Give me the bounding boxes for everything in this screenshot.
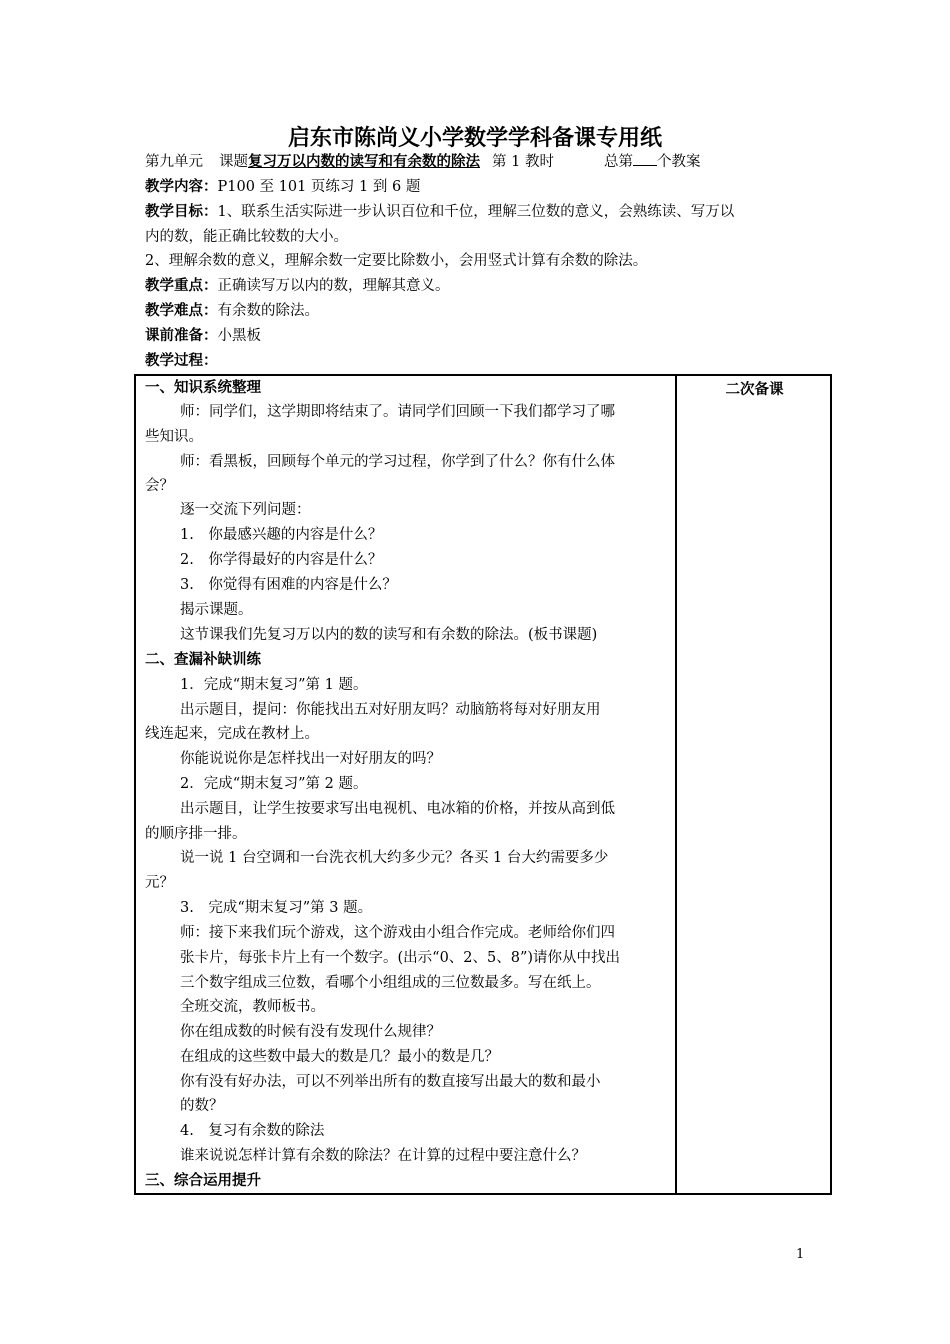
prep-line <box>145 324 261 348</box>
content-line <box>145 175 420 199</box>
total-prefix: 总第 <box>603 154 633 170</box>
table-text-line: 线连起来，完成在教材上。 <box>145 726 319 742</box>
table-text-line: 说一说 1 台空调和一台洗衣机大约多少元？各买 1 台大约需要多少 <box>180 850 609 866</box>
prep-label: 课前准备： <box>145 328 218 344</box>
table-text-line: 师：接下来我们玩个游戏，这个游戏由小组合作完成。老师给你们四 <box>180 925 615 941</box>
table-text-line: 1. 你最感兴趣的内容是什么？ <box>180 527 383 543</box>
table-text-line: 张卡片，每张卡片上有一个数字。(出示“0、2、5、8”)请你从中找出 <box>180 950 621 966</box>
lesson-header-line <box>145 150 700 174</box>
table-text-line: 师：同学们，这学期即将结束了。请同学们回顾一下我们都学习了哪 <box>180 404 615 420</box>
content-value: P100 至 101 页练习 1 到 6 题 <box>217 179 421 195</box>
difficulty-line <box>145 299 319 323</box>
table-text-line: 三个数字组成三位数，看哪个小组组成的三位数最多。写在纸上。 <box>180 975 601 991</box>
goals-label: 教学目标： <box>145 204 218 220</box>
section-heading: 三、综合运用提升 <box>145 1173 261 1189</box>
table-text-line: 全班交流，教师板书。 <box>180 999 325 1015</box>
difficulty-label: 教学难点： <box>145 303 218 319</box>
table-text-line: 2．完成“期末复习”第 2 题。 <box>180 776 368 792</box>
table-text-line: 些知识。 <box>145 429 203 445</box>
table-text-line: 师：看黑板，回顾每个单元的学习过程，你学到了什么？你有什么体 <box>180 454 615 470</box>
lesson-number: 第 1 教时 <box>492 154 554 170</box>
goals-line <box>145 200 734 224</box>
table-text-line: 1．完成“期末复习”第 1 题。 <box>180 677 368 693</box>
table-divider <box>675 374 677 1195</box>
secondary-prep-header: 二次备课 <box>725 382 784 398</box>
page-title: 启东市陈尚义小学数学学科备课专用纸 <box>287 126 662 151</box>
unit-label: 第九单元 <box>145 154 203 170</box>
total-suffix: 个教案 <box>656 154 701 170</box>
process-line <box>145 349 218 373</box>
goal1-continuation: 内的数，能正确比较数的大小。 <box>145 229 348 245</box>
topic-text: 复习万以内数的读写和有余数的除法 <box>248 154 480 170</box>
table-text-line: 的顺序排一排。 <box>145 826 247 842</box>
table-text-line: 这节课我们先复习万以内的数的读写和有余数的除法。(板书课题) <box>180 627 598 643</box>
table-text-line: 元？ <box>145 875 174 891</box>
goal1-part1: 1、联系生活实际进一步认识百位和千位，理解三位数的意义，会熟练读、写万以 <box>217 204 735 220</box>
key-label: 教学重点： <box>145 278 218 294</box>
goal2-line: 2、理解余数的意义，理解余数一定要比除数小，会用竖式计算有余数的除法。 <box>145 253 648 269</box>
table-text-line: 你在组成数的时候有没有发现什么规律？ <box>180 1024 441 1040</box>
difficulty-value: 有余数的除法。 <box>217 303 319 319</box>
process-label: 教学过程： <box>145 353 218 369</box>
table-text-line: 谁来说说怎样计算有余数的除法？在计算的过程中要注意什么？ <box>180 1148 586 1164</box>
table-text-line: 会？ <box>145 478 174 494</box>
total-blank <box>633 151 657 166</box>
key-value: 正确读写万以内的数，理解其意义。 <box>217 278 450 294</box>
page-number: 1 <box>796 1247 805 1262</box>
content-label: 教学内容： <box>145 179 218 195</box>
key-line <box>145 274 450 298</box>
table-text-line: 在组成的这些数中最大的数是几？最小的数是几？ <box>180 1049 499 1065</box>
table-text-line: 3. 完成“期末复习”第 3 题。 <box>180 900 373 916</box>
topic-label: 课题 <box>219 154 248 170</box>
table-text-line: 的数？ <box>180 1098 224 1114</box>
table-text-line: 出示题目，提问：你能找出五对好朋友吗？动脑筋将每对好朋友用 <box>180 702 601 718</box>
table-text-line: 逐一交流下列问题： <box>180 502 311 518</box>
table-text-line: 3. 你觉得有困难的内容是什么？ <box>180 577 397 593</box>
table-text-line: 你能说说你是怎样找出一对好朋友的吗？ <box>180 751 441 767</box>
section-heading: 二、查漏补缺训练 <box>145 652 261 668</box>
table-text-line: 你有没有好办法，可以不列举出所有的数直接写出最大的数和最小 <box>180 1074 601 1090</box>
prep-value: 小黑板 <box>217 328 261 344</box>
table-text-line: 揭示课题。 <box>180 602 253 618</box>
table-text-line: 4. 复习有余数的除法 <box>180 1123 325 1139</box>
table-text-line: 出示题目，让学生按要求写出电视机、电冰箱的价格，并按从高到低 <box>180 801 615 817</box>
table-text-line: 2. 你学得最好的内容是什么？ <box>180 552 383 568</box>
section-heading: 一、知识系统整理 <box>145 380 261 396</box>
